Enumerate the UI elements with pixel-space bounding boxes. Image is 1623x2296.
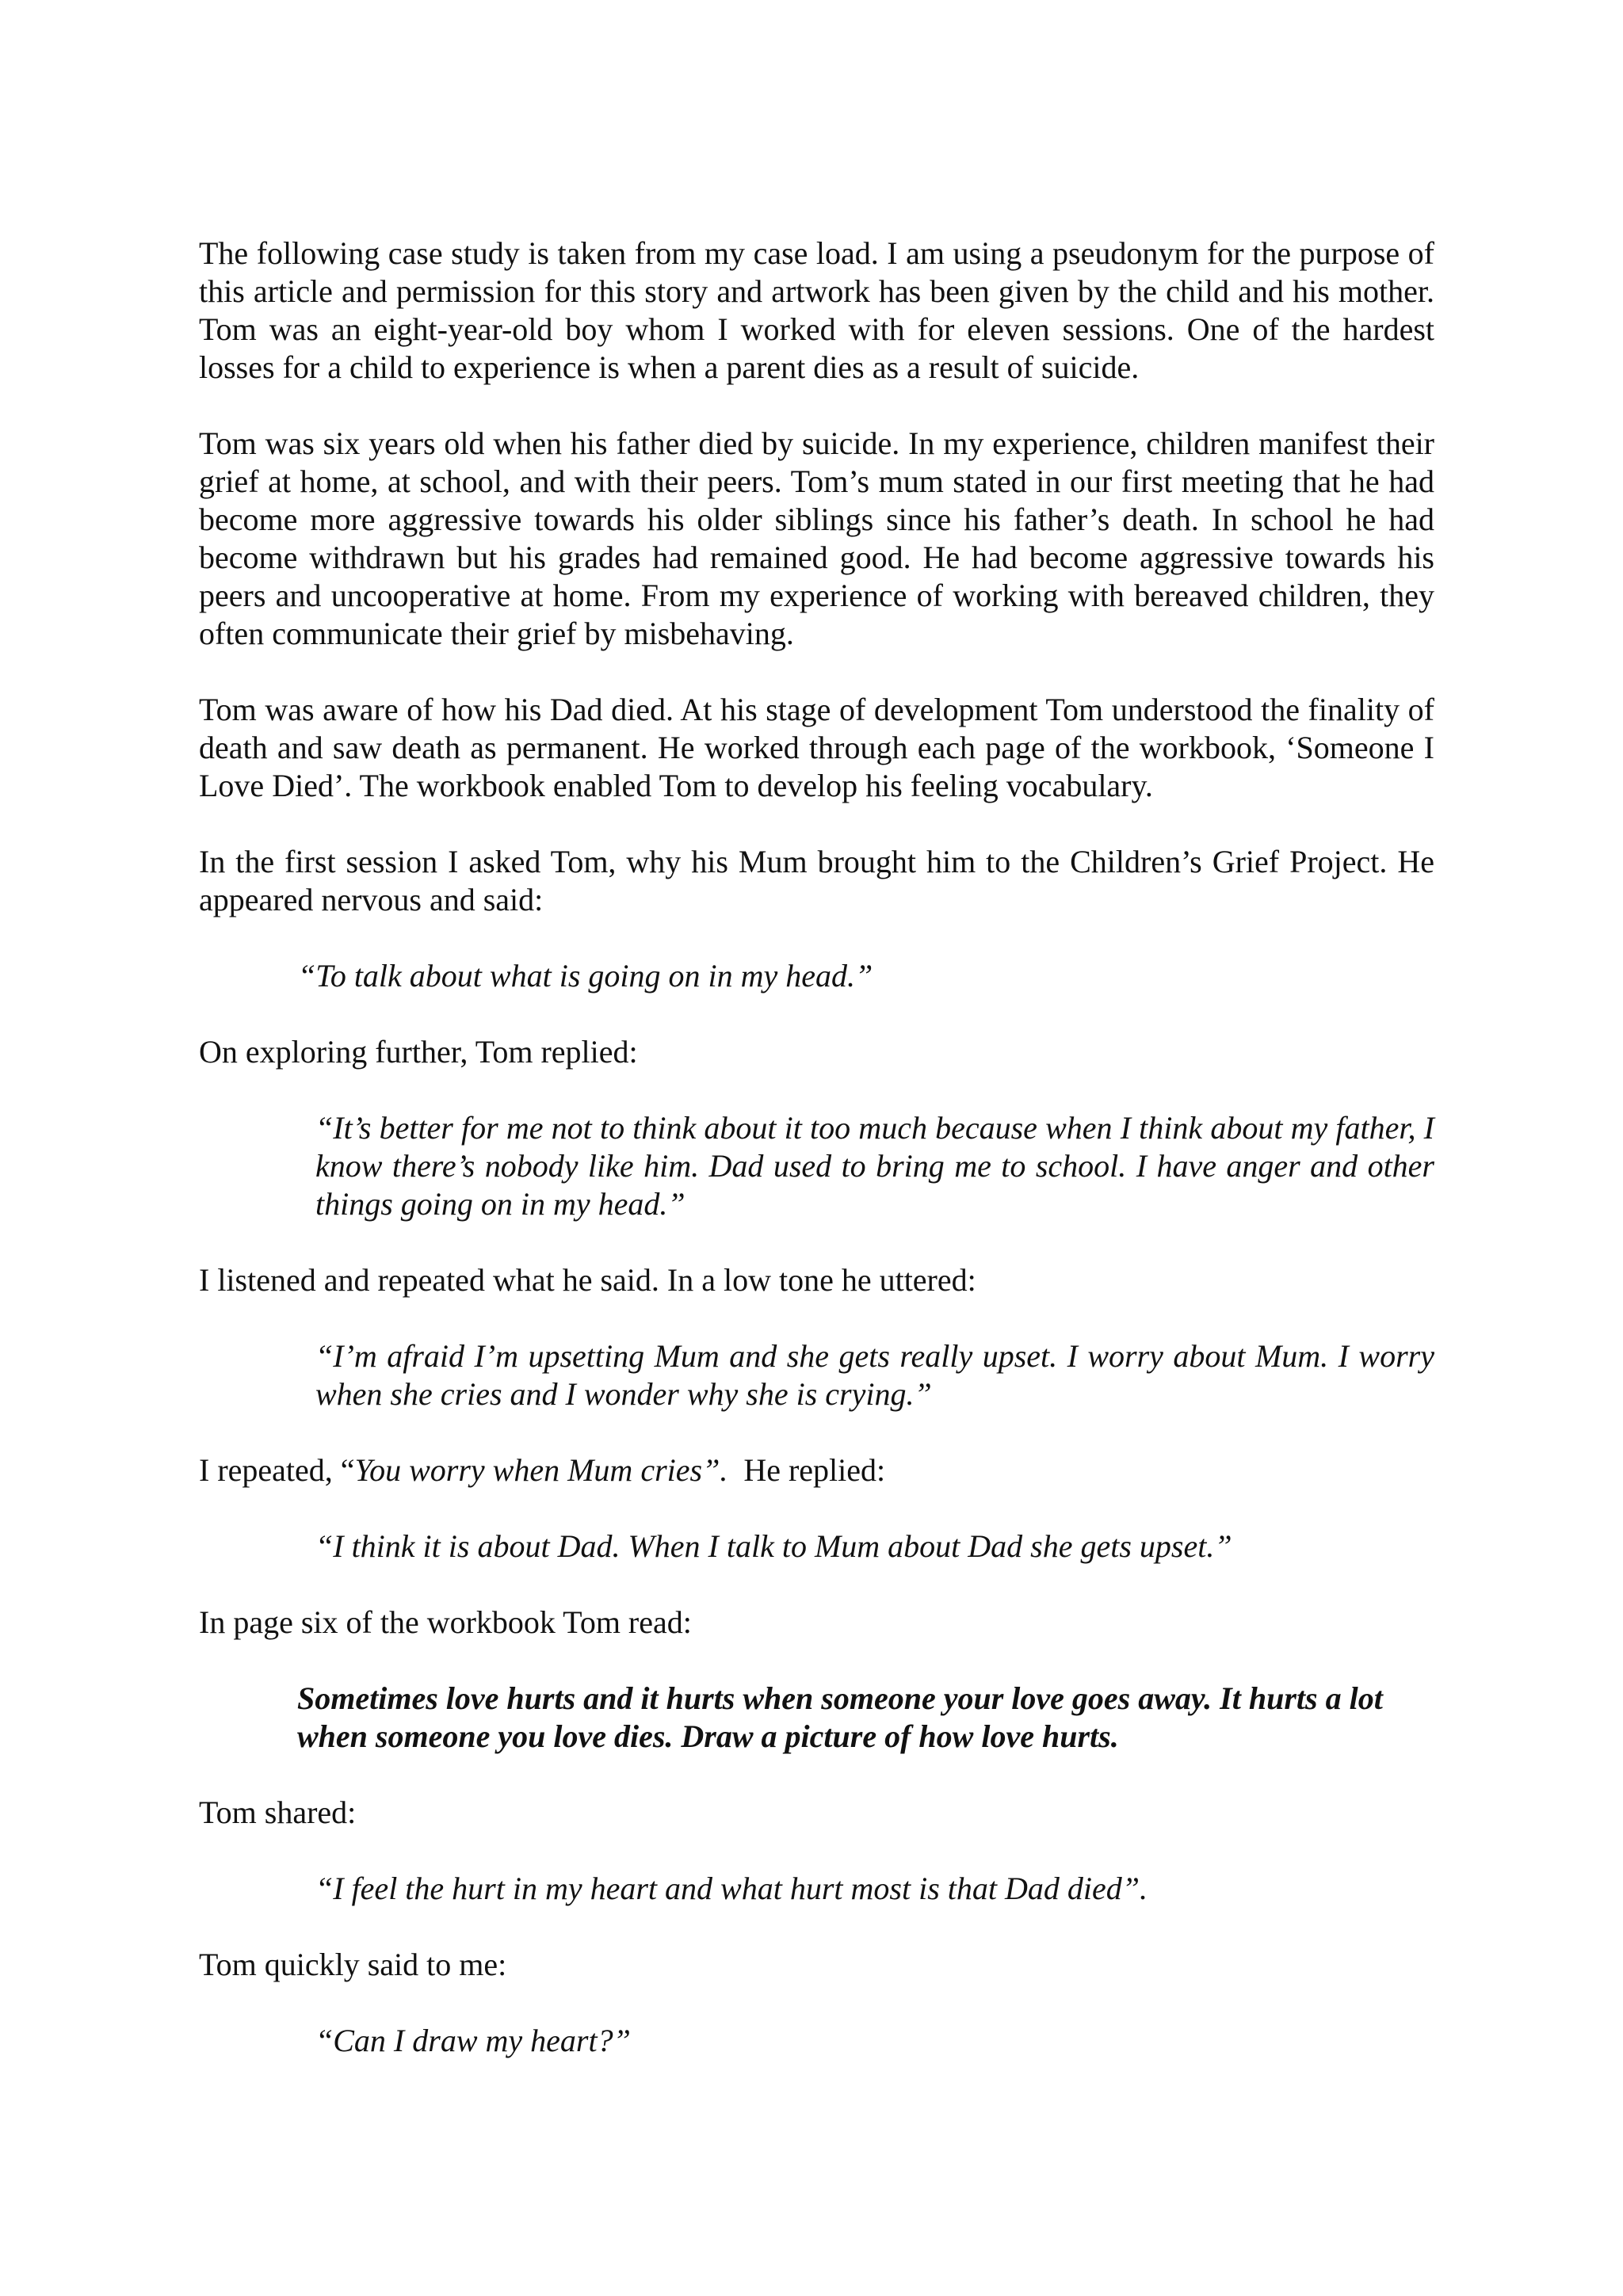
quote-better-not-to-think: “It’s better for me not to think about it too much because when I think about my father, I know there’s nobody like him. Dad used to bring me to school. I have anger and other things going on in my head.” (315, 1110, 1434, 1222)
paragraph-first-session: In the first session I asked Tom, why his Mum brought him to the Children’s Grief Project. He appeared nervous and said: (199, 844, 1434, 917)
repeated-text-start: I repeated, “ (199, 1452, 355, 1488)
paragraph-repeated (199, 1451, 1434, 1489)
quote-afraid-upsetting-mum: “I’m afraid I’m upsetting Mum and she gets really upset. I worry about Mum. I worry when she cries and I wonder why she is crying.” (315, 1338, 1434, 1412)
paragraph-workbook: Tom was aware of how his Dad died. At his stage of development Tom understood the finality of death and saw death as permanent. He worked through each page of the workbook, ‘Someone I Love Died’. The workbook enabled Tom to develop his feeling vocabulary. (199, 692, 1434, 803)
paragraph-quickly-said: Tom quickly said to me: (199, 1947, 507, 1982)
paragraph-intro: The following case study is taken from my case load. I am using a pseudonym for the purpose of this article and permission for this story and artwork has been given by the child and his mother. Tom was an eight-year-old boy whom I worked with for eleven sessions. One of the hardest losses for a child to experience is when a parent dies as a result of suicide. (199, 235, 1434, 385)
quote-about-dad: “I think it is about Dad. When I talk to Mum about Dad she gets upset.” (315, 1528, 1232, 1564)
quote-talk-about-head: “To talk about what is going on in my head.” (298, 958, 873, 994)
paragraph-exploring-further: On exploring further, Tom replied: (199, 1034, 638, 1070)
paragraph-tom-shared: Tom shared: (199, 1794, 357, 1830)
paragraph-page-six: In page six of the workbook Tom read: (199, 1604, 692, 1640)
quote-draw-heart: “Can I draw my heart?” (315, 2023, 631, 2058)
document-body (199, 235, 1434, 2098)
repeated-text-italic: You worry when Mum cries”. (354, 1452, 728, 1488)
paragraph-listened: I listened and repeated what he said. In a low tone he uttered: (199, 1262, 976, 1298)
quote-hurt-in-heart: “I feel the hurt in my heart and what hurt most is that Dad died”. (315, 1871, 1148, 1906)
repeated-text-end: He replied: (727, 1452, 886, 1488)
paragraph-background: Tom was six years old when his father died by suicide. In my experience, children manifest their grief at home, at school, and with their peers. Tom’s mum stated in our first meeting that he had become more aggressive towards his older siblings since his father’s death. In school he had become withdrawn but his grades had remained good. He had become aggressive towards his peers and uncooperative at home. From my experience of working with bereaved children, they often communicate their grief by misbehaving. (199, 425, 1434, 651)
quote-love-hurts: Sometimes love hurts and it hurts when someone your love goes away. It hurts a lot when someone you love dies. Draw a picture of how love hurts. (297, 1680, 1383, 1754)
